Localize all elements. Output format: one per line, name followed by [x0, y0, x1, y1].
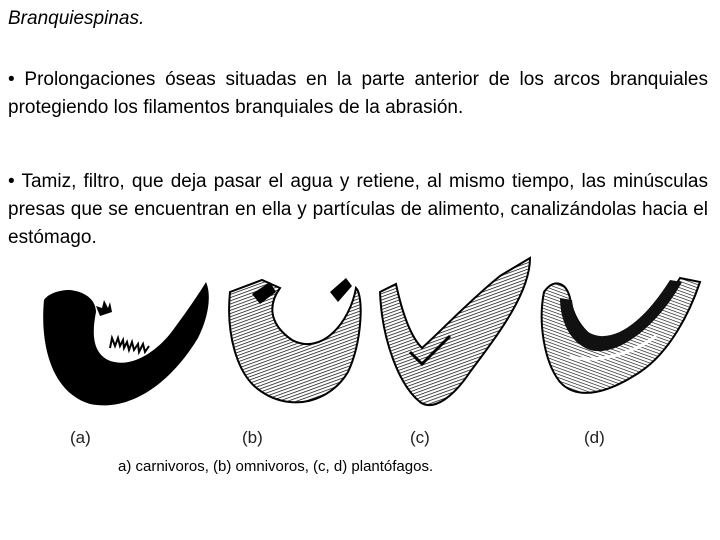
figure-caption: a) carnivoros, (b) omnivoros, (c, d) plantófagos.	[118, 458, 434, 475]
figure-label-c: (c)	[410, 428, 430, 447]
gill-arch-b	[229, 278, 361, 402]
gill-arch-illustration	[30, 252, 710, 452]
bullet-paragraph-2: • Tamiz, filtro, que deja pasar el agua y retiene, al mismo tiempo, las minúsculas presas que se encuentran en ella y partículas de alimento, canalizándolas hacia el estómago.	[8, 171, 708, 248]
gill-arch-c	[380, 258, 530, 405]
gill-arch-a	[43, 282, 209, 405]
figure-label-a: (a)	[70, 428, 91, 447]
figure-label-d: (d)	[584, 428, 605, 447]
slide-title: Branquiespinas.	[8, 8, 145, 29]
gill-arch-d	[542, 278, 700, 393]
figure-label-b: (b)	[242, 428, 263, 447]
bullet-paragraph-1: • Prolongaciones óseas situadas en la parte anterior de los arcos branquiales protegiendo los filamentos branquiales de la abrasión.	[8, 69, 708, 118]
